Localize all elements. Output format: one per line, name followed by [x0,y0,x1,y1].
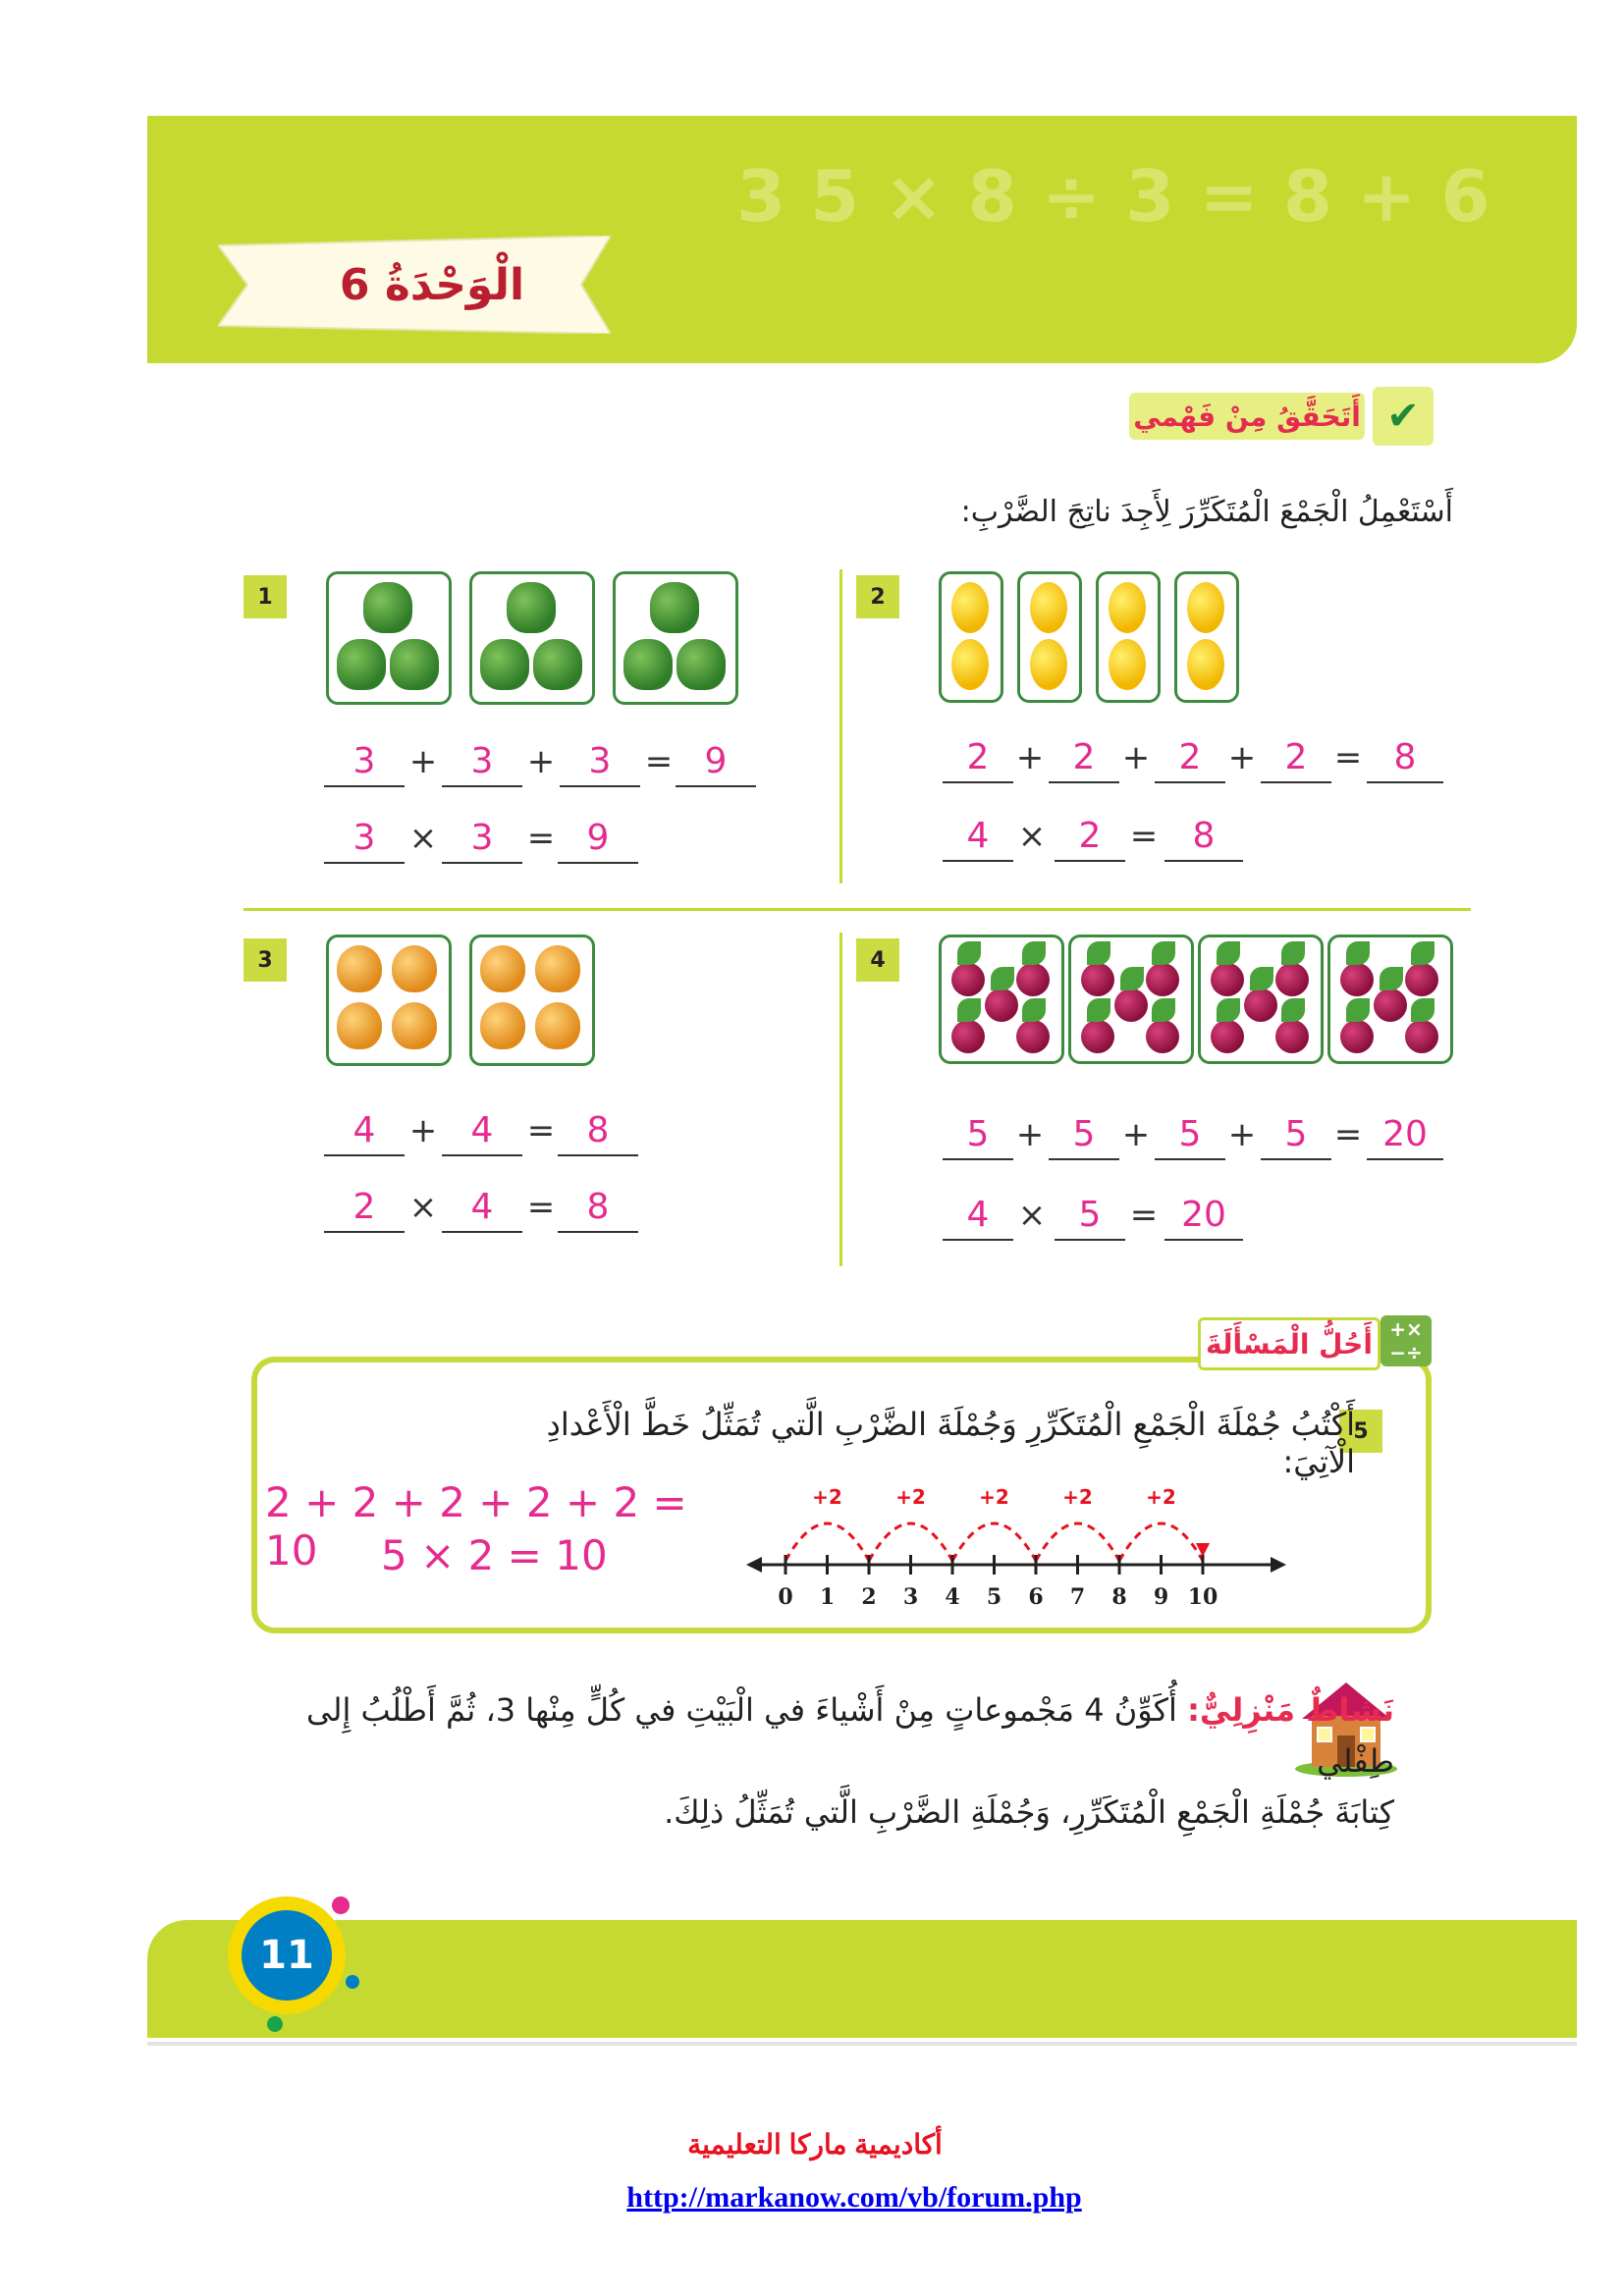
plus-sign: + [1227,1115,1257,1154]
factor-blank: 4 [943,813,1013,862]
lemon-icon [1109,582,1146,633]
decor-dot [267,2016,283,2032]
number-line-tick-label: 0 [778,1584,793,1610]
problem-1-number: 1 [244,575,287,618]
number-line-tick-label: 2 [861,1584,877,1610]
jump-arrowhead-icon [1196,1543,1210,1557]
decor-dot [346,1975,359,1989]
pepper-icon [337,639,386,690]
beet-icon [1211,1020,1244,1053]
problem-1-multiplication [324,815,638,868]
product-blank: 8 [1164,813,1243,862]
problem-1-addition [324,738,756,791]
instruction-text: أَسْتَعْمِلُ الْجَمْعَ الْمُتَكَرِّرَ لِأَجِدَ ناتِجَ الضَّرْبِ: [960,495,1453,529]
lemon-icon [1187,639,1224,690]
onion-icon [392,1002,437,1049]
beet-group [1068,934,1194,1064]
sum-blank: 9 [676,738,756,787]
plus-sign: + [1121,1115,1151,1154]
check-icon: ✔ [1373,387,1434,446]
beet-icon [1081,963,1114,996]
equals-sign: = [526,1188,556,1227]
times-sign: × [1017,1196,1047,1235]
lemon-icon [951,639,989,690]
addend-blank: 5 [943,1111,1013,1160]
plus-sign: + [1015,1115,1045,1154]
problem-2-multiplication [943,813,1257,866]
number-line-tick-label: 7 [1069,1584,1086,1610]
beet-icon [985,988,1018,1022]
pepper-icon [507,582,556,633]
addend-blank: 3 [324,738,405,787]
horizontal-divider [244,908,1471,911]
home-activity-text [244,1684,1394,1831]
lemon-icon [1109,639,1146,690]
onion-icon [480,1002,525,1049]
number-line-tick-label: 9 [1153,1584,1169,1610]
addend-blank: 3 [560,738,640,787]
sum-blank: 8 [558,1107,638,1156]
pepper-group [613,571,738,705]
number-line-tick-label: 3 [902,1584,919,1610]
equals-sign: = [1129,1196,1159,1235]
problem-4-addition [943,1111,1463,1164]
equals-sign: = [1129,817,1159,856]
number-line-tick-label: 10 [1187,1584,1218,1610]
beet-icon [1275,963,1309,996]
factor-blank: 3 [442,815,522,864]
plus-sign: + [1121,738,1151,777]
beet-icon [1146,963,1179,996]
beet-icon [1114,988,1148,1022]
jump-label: +2 [1146,1485,1176,1509]
multiplication-sentence: 5 × 2 = 10 [381,1531,608,1579]
times-sign: × [408,1188,438,1227]
onion-icon [480,945,525,992]
check-understanding-label: أَتَحَقَّقُ مِنْ فَهْمي [1129,393,1365,440]
onion-group [326,934,452,1066]
vertical-divider-top [839,569,842,883]
problem-4-multiplication [943,1192,1257,1245]
beet-icon [1340,1020,1374,1053]
pepper-group [326,571,452,705]
vertical-divider-bottom [839,933,842,1266]
number-line-tick-label: 5 [986,1584,1002,1610]
plus-sign: + [408,742,438,781]
equals-sign: = [526,1111,556,1150]
times-sign: × [408,819,438,858]
number-line-jumps [785,1485,1210,1561]
number-line-ticks [778,1555,1218,1610]
beet-icon [1081,1020,1114,1053]
beet-icon [1275,1020,1309,1053]
equals-sign: = [1333,1115,1363,1154]
lemon-group [1096,571,1161,703]
number-line-tick-label: 6 [1028,1584,1044,1610]
onion-group [469,934,595,1066]
academy-name: أكاديمية ماركا التعليمية [687,2129,943,2160]
problem-5-number: 5 [1339,1410,1382,1453]
home-activity-line-2: كِتابَةَ جُمْلَةِ الْجَمْعِ الْمُتَكَرِّرِ، وَجُمْلَةِ الضَّرْبِ الَّتي تُمَثِّلُ ذلِكَ. [664,1793,1394,1831]
lemon-icon [1030,582,1067,633]
beet-icon [1016,1020,1050,1053]
factor-blank: 2 [1055,813,1125,862]
addend-blank: 5 [1049,1111,1119,1160]
problem-4-number: 4 [856,938,899,982]
factor-blank: 5 [1055,1192,1125,1241]
onion-icon [337,945,382,992]
problem-3-number: 3 [244,938,287,982]
addend-blank: 2 [1261,734,1331,783]
number-line-tick-label: 8 [1111,1584,1127,1610]
number-line-tick-label: 1 [819,1584,836,1610]
pepper-icon [363,582,412,633]
addend-blank: 5 [1155,1111,1225,1160]
number-line-tick-label: 4 [945,1584,960,1610]
decor-dot [332,1896,350,1914]
times-sign: × [1017,817,1047,856]
factor-blank: 2 [324,1184,405,1233]
right-arrow-icon [1271,1557,1286,1573]
beet-group [1198,934,1324,1064]
beet-group [939,934,1064,1064]
beet-icon [951,963,985,996]
addend-blank: 2 [1155,734,1225,783]
pepper-icon [623,639,673,690]
jump-label: +2 [1062,1485,1093,1509]
addend-blank: 2 [1049,734,1119,783]
addition-sentence: 2 + 2 + 2 + 2 + 2 = 10 [265,1478,687,1575]
onion-icon [535,945,580,992]
lemon-icon [1030,639,1067,690]
equals-sign: = [1333,738,1363,777]
footer-line [147,2042,1577,2046]
equals-sign: = [526,819,556,858]
beet-icon [1340,963,1374,996]
plus-sign: + [408,1111,438,1150]
number-line [746,1468,1296,1616]
doodle-digits: 3 5 × 8 ÷ 3 = 8 + 6 [736,155,1490,238]
page-number: 11 [242,1910,332,2001]
pepper-icon [677,639,726,690]
problem-2-number: 2 [856,575,899,618]
jump-label: +2 [979,1485,1009,1509]
lemon-group [939,571,1003,703]
home-activity-line-1: أُكَوِّنُ 4 مَجْموعاتٍ مِنْ أَشْياءَ في الْبَيْتِ في كُلٍّ مِنْها 3، ثُمَّ أَطْلُبُ إِلى طِفْلي [306,1691,1394,1780]
footer-band [147,1920,1577,2038]
problem-3-multiplication [324,1184,638,1237]
pepper-icon [533,639,582,690]
onion-icon [535,1002,580,1049]
plus-sign: + [1015,738,1045,777]
addend-blank: 3 [442,738,522,787]
beet-group [1327,934,1453,1064]
product-blank: 8 [558,1184,638,1233]
onion-icon [337,1002,382,1049]
lemon-icon [1187,582,1224,633]
onion-icon [392,945,437,992]
addend-blank: 2 [943,734,1013,783]
beet-icon [1146,1020,1179,1053]
pepper-icon [650,582,699,633]
left-arrow-icon [746,1557,762,1573]
beet-icon [1405,963,1438,996]
problem-2-addition [943,734,1463,787]
math-operations-icon: +× −÷ [1380,1315,1432,1366]
beet-icon [1244,988,1277,1022]
pepper-icon [480,639,529,690]
sum-blank: 20 [1367,1111,1443,1160]
addend-blank: 5 [1261,1111,1331,1160]
beet-icon [1211,963,1244,996]
product-blank: 9 [558,815,638,864]
factor-blank: 3 [324,815,405,864]
pepper-group [469,571,595,705]
beet-icon [1405,1020,1438,1053]
problem-3-addition [324,1107,638,1160]
jump-label: +2 [812,1485,842,1509]
lemon-group [1174,571,1239,703]
equals-sign: = [644,742,674,781]
pepper-icon [390,639,439,690]
academy-link[interactable]: http://markanow.com/vb/forum.php [626,2181,1082,2214]
solve-problem-label: أَحُلُّ الْمَسْأَلَةَ [1198,1317,1380,1370]
addend-blank: 4 [324,1107,405,1156]
lemon-group [1017,571,1082,703]
beet-icon [1374,988,1407,1022]
beet-icon [951,1020,985,1053]
addend-blank: 4 [442,1107,522,1156]
unit-title: الْوَحْدَةُ 6 [339,259,525,310]
jump-label: +2 [895,1485,926,1509]
plus-sign: + [526,742,556,781]
product-blank: 20 [1164,1192,1243,1241]
home-activity-label: نَشاطٌ مَنْزِلِيٌّ: [1187,1691,1394,1729]
plus-sign: + [1227,738,1257,777]
beet-icon [1016,963,1050,996]
factor-blank: 4 [442,1184,522,1233]
lemon-icon [951,582,989,633]
sum-blank: 8 [1367,734,1443,783]
factor-blank: 4 [943,1192,1013,1241]
problem-5-text: أَكْتُبُ جُمْلَةَ الْجَمْعِ الْمُتَكَرِّرِ وَجُمْلَةَ الضَّرْبِ الَّتي تُمَثِّلُ خَطَّ الْأَعْدادِ الْآتِيَ: [546,1406,1355,1480]
